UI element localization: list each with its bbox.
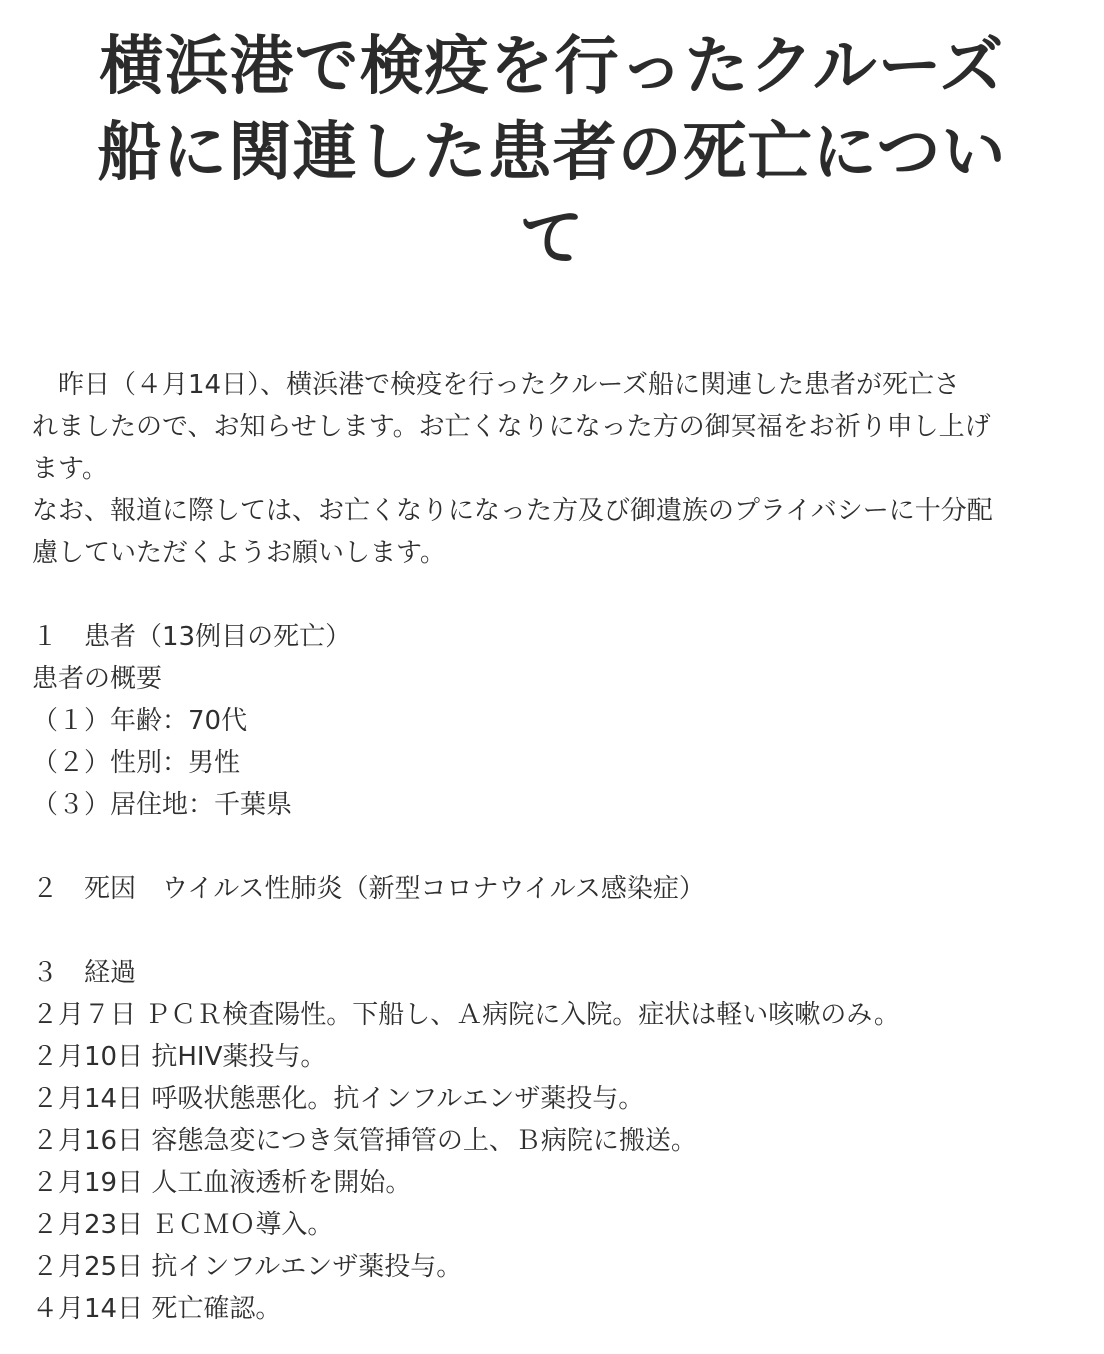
- title-line: 横浜港で検疫を行ったクルーズ: [99, 30, 1005, 104]
- document-body: [32, 364, 1072, 1330]
- page-title: [32, 0, 1072, 282]
- overview-item: （２）性別：男性: [32, 748, 241, 778]
- intro-paragraph: [32, 364, 1072, 574]
- overview-item: （１）年齢：70代: [32, 706, 248, 736]
- timeline-event: ４月14日 死亡確認。: [32, 1294, 282, 1324]
- intro-line: なお、報道に際しては、お亡くなりになった方及び御遺族のプライバシーに十分配: [32, 496, 993, 526]
- spacer: [32, 910, 1072, 952]
- title-line: 船に関連した患者の死亡につい: [97, 116, 1007, 190]
- section-heading: １ 患者（13例目の死亡）: [32, 622, 352, 652]
- timeline-event: ２月19日 人工血液透析を開始。: [32, 1168, 412, 1198]
- timeline-event: ２月10日 抗HIV薬投与。: [32, 1042, 327, 1072]
- section-patient: [32, 616, 1072, 826]
- intro-line: れましたので、お知らせします。お亡くなりになった方の御冥福をお祈り申し上げ: [32, 412, 991, 442]
- intro-line: 慮していただくようお願いします。: [32, 538, 446, 568]
- timeline-event: ２月16日 容態急変につき気管挿管の上、Ｂ病院に搬送。: [32, 1126, 697, 1156]
- overview-label: 患者の概要: [32, 664, 163, 694]
- section-heading: ２ 死因 ウイルス性肺炎（新型コロナウイルス感染症）: [32, 874, 705, 904]
- spacer: [32, 826, 1072, 868]
- timeline-event: ２月23日 ＥＣＭＯ導入。: [32, 1210, 334, 1240]
- section-cause: [32, 868, 1072, 910]
- timeline-event: ２月７日 ＰＣＲ検査陽性。下船し、Ａ病院に入院。症状は軽い咳嗽のみ。: [32, 1000, 900, 1030]
- timeline-event: ２月25日 抗インフルエンザ薬投与。: [32, 1252, 463, 1282]
- title-line: て: [519, 202, 585, 276]
- intro-line: ます。: [32, 454, 108, 484]
- timeline-event: ２月14日 呼吸状態悪化。抗インフルエンザ薬投与。: [32, 1084, 645, 1114]
- spacer: [32, 574, 1072, 616]
- intro-line: 昨日（４月14日）、横浜港で検疫を行ったクルーズ船に関連した患者が死亡さ: [32, 370, 961, 400]
- overview-item: （３）居住地：千葉県: [32, 790, 293, 820]
- section-heading: ３ 経過: [32, 958, 137, 988]
- section-timeline: [32, 952, 1072, 1330]
